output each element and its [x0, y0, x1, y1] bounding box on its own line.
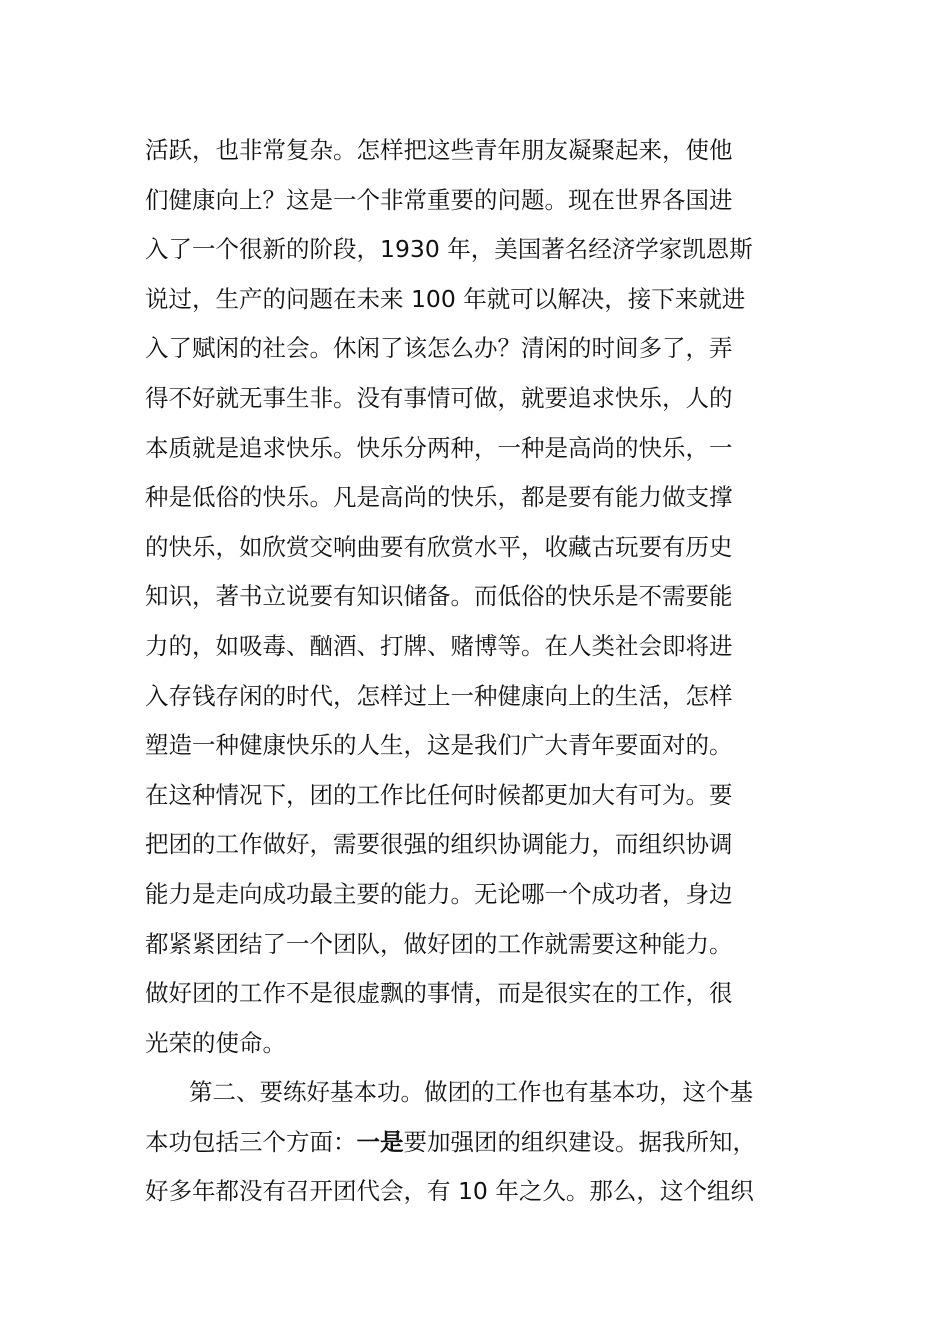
paragraph-2 — [145, 1068, 815, 1217]
text-line: 说过，生产的问题在未来 100 年就可以解决，接下来就进 — [145, 284, 746, 313]
text-line: 入存钱存闲的时代，怎样过上一种健康向上的生活，怎样 — [145, 681, 733, 710]
text-line: 活跃，也非常复杂。怎样把这些青年朋友凝聚起来，使他 — [145, 136, 733, 164]
text-segment: 本功包括三个方面： — [145, 1127, 357, 1156]
text-line: 能力是走向成功最主要的能力。无论哪一个成功者，身边 — [145, 879, 733, 908]
text-line: 本质就是追求快乐。快乐分两种，一种是高尚的快乐，一 — [145, 433, 733, 462]
text-line: 第二、要练好基本功。做团的工作也有基本功，这个基 — [189, 1078, 753, 1107]
text-segment: 要加强团的组织建设。据我所知， — [403, 1127, 756, 1156]
text-line: 把团的工作做好，需要很强的组织协调能力，而组织协调 — [145, 830, 733, 859]
text-line: 入了一个很新的阶段，1930 年，美国著名经济学家凯恩斯 — [145, 235, 753, 264]
text-line: 做好团的工作不是很虚飘的事情，而是很实在的工作，很 — [145, 979, 733, 1008]
bold-emphasis: 一是 — [356, 1127, 404, 1156]
text-line: 好多年都没有召开团代会，有 10 年之久。那么，这个组织 — [145, 1177, 754, 1206]
text-line: 在这种情况下，团的工作比任何时候都更加大有可为。要 — [145, 780, 733, 809]
text-line: 种是低俗的快乐。凡是高尚的快乐，都是要有能力做支撑 — [145, 483, 733, 512]
text-line: 得不好就无事生非。没有事情可做，就要追求快乐，人的 — [145, 383, 733, 412]
body-text — [145, 126, 815, 1217]
text-line — [145, 1118, 815, 1168]
text-line: 力的，如吸毒、酗酒、打牌、赌博等。在人类社会即将进 — [145, 631, 733, 660]
text-line: 们健康向上？这是一个非常重要的问题。现在世界各国进 — [145, 185, 733, 214]
text-line: 入了赋闲的社会。休闲了该怎么办？清闲的时间多了，弄 — [145, 334, 733, 363]
text-line: 都紧紧团结了一个团队，做好团的工作就需要这种能力。 — [145, 929, 733, 958]
text-line: 知识，著书立说要有知识储备。而低俗的快乐是不需要能 — [145, 582, 733, 611]
text-line: 的快乐，如欣赏交响曲要有欣赏水平，收藏古玩要有历史 — [145, 532, 733, 561]
text-line: 塑造一种健康快乐的人生，这是我们广大青年要面对的。 — [145, 731, 733, 760]
paragraph-1 — [145, 126, 815, 1068]
text-line: 光荣的使命。 — [145, 1028, 286, 1057]
